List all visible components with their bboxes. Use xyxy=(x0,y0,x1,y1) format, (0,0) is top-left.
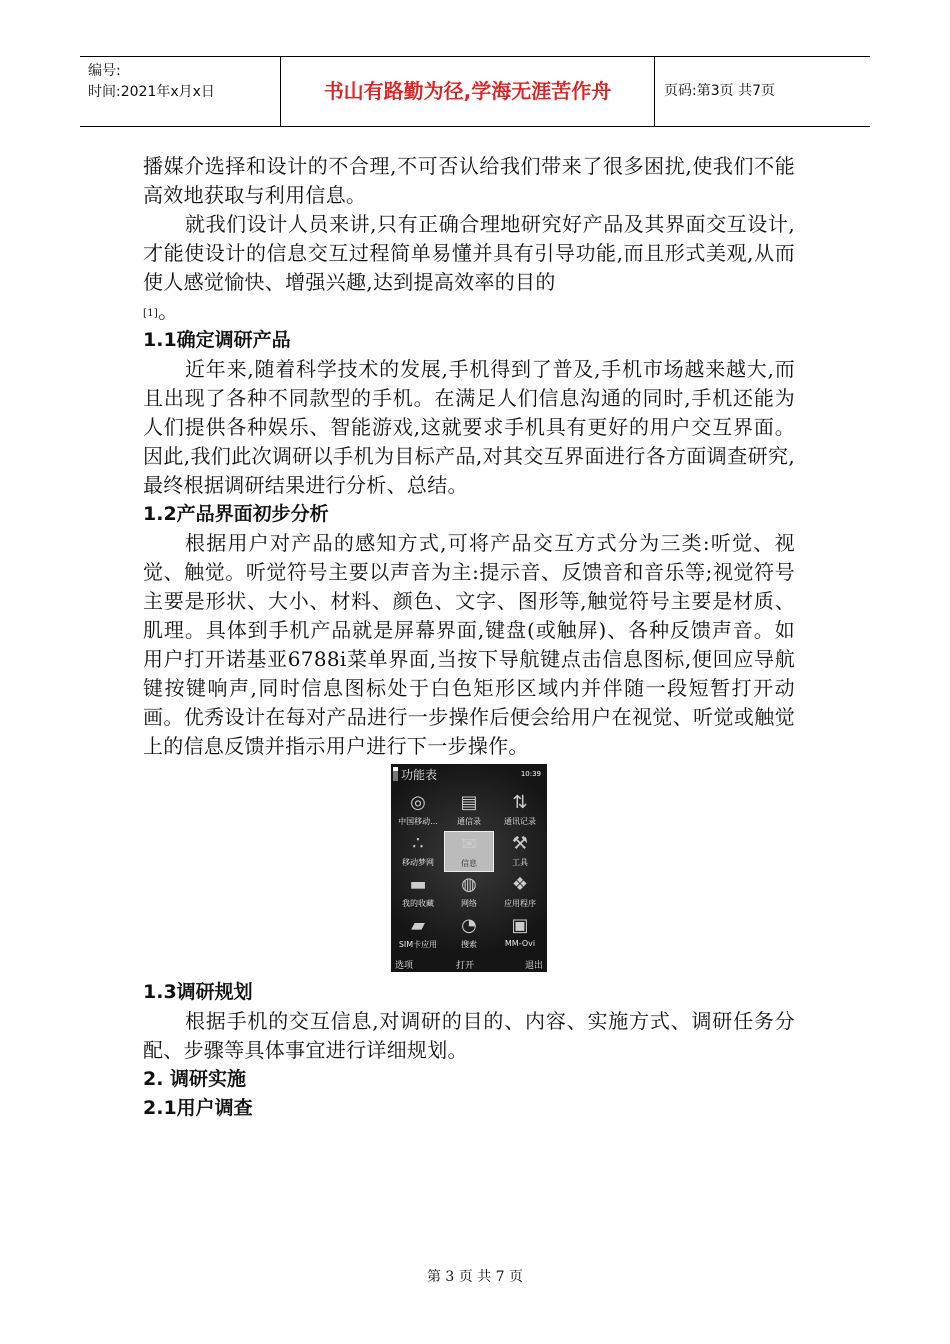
softkey-options: 选项 xyxy=(395,961,414,971)
phone-softkeys xyxy=(391,958,547,972)
apps-icon: ❖ xyxy=(511,873,529,895)
header-left-cell xyxy=(80,57,281,126)
phone-menu-item xyxy=(495,913,545,954)
softkey-open: 打开 xyxy=(456,961,475,971)
phone-menu-item xyxy=(393,913,443,954)
china-mobile-icon: ◎ xyxy=(410,791,426,813)
paragraph-5: 根据手机的交互信息,对调研的目的、内容、实施方式、调研任务分配、步骤等具体事宜进行详细规划。 xyxy=(143,1009,795,1062)
phone-menu-item-label: 应用程序 xyxy=(504,899,536,908)
phone-status-bar xyxy=(391,764,547,784)
heading-1-2: 1.2产品界面初步分析 xyxy=(143,503,329,525)
phone-clock: 10:39 xyxy=(520,770,541,778)
tools-icon: ⚒ xyxy=(511,832,529,854)
phone-menu-item-label: 信息 xyxy=(461,859,477,868)
phone-menu-item-label: 搜索 xyxy=(461,940,477,949)
phone-menu-item xyxy=(393,790,443,831)
phone-menu-item-label: SIM卡应用 xyxy=(398,940,438,949)
heading-1-3: 1.3调研规划 xyxy=(143,981,253,1003)
page-footer: 第 3 页 共 7 页 xyxy=(426,1269,524,1285)
phone-menu-item-label: 我的收藏 xyxy=(402,899,434,908)
sim-icon: ▰ xyxy=(411,914,425,936)
mm-ovi-icon: ▣ xyxy=(511,914,529,936)
heading-2-1: 2.1用户调查 xyxy=(143,1097,253,1119)
monternet-icon: ∴ xyxy=(412,832,424,854)
heading-2: 2. 调研实施 xyxy=(143,1068,247,1090)
phone-menu-title: 功能表 xyxy=(401,768,438,782)
phone-menu-item xyxy=(444,790,494,831)
phone-menu-grid xyxy=(393,790,545,954)
phone-menu-item xyxy=(444,913,494,954)
phone-menu-item xyxy=(495,790,545,831)
paragraph-1: 播媒介选择和设计的不合理,不可否认给我们带来了很多困扰,使我们不能高效地获取与利用信息。 xyxy=(143,154,795,207)
phone-menu-item xyxy=(444,872,494,913)
phone-menu-item-label: 工具 xyxy=(512,858,528,867)
paragraph-2-text: 就我们设计人员来讲,只有正确合理地研究好产品及其界面交互设计,才能使设计的信息交互过程简单易懂并具有引导功能,而且形式美观,从而使人感觉愉快、增强兴趣,达到提高效率的目的 xyxy=(143,212,795,294)
paragraph-4: 根据用户对产品的感知方式,可将产品交互方式分为三类:听觉、视觉、触觉。听觉符号主要以声音为主:提示音、反馈音和音乐等;视觉符号主要是形状、大小、材料、颜色、文字、图形等,触觉符号主要是材质、肌理。具体到手机产品就是屏幕界面,键盘(或触屏)、各种反馈声音。如用户打开诺基亚6788i菜单界面,当按下导航键点击信息图标,便回应导航键按键响声,同时信息图标处于白色矩形区域内并伴随一段短暂打开动画。优秀设计在每对产品进行一步操作后便会给用户在视觉、听觉或触觉上的信息反馈并指示用户进行下一步操作。 xyxy=(143,531,795,758)
motto: 书山有路勤为径,学海无涯苦作舟 xyxy=(281,57,655,126)
contacts-icon: ▤ xyxy=(460,791,478,813)
phone-menu-item xyxy=(495,831,545,872)
page-info: 页码:第3页 共7页 xyxy=(664,83,775,99)
phone-menu-item-label: 网络 xyxy=(461,899,477,908)
time-label: 时间:2021年x月x日 xyxy=(88,84,215,100)
search-icon: ◔ xyxy=(461,914,477,936)
signal-icon xyxy=(393,767,398,781)
phone-menu-item-label: 中国移动... xyxy=(398,817,438,826)
phone-menu-item xyxy=(495,872,545,913)
number-label: 编号: xyxy=(88,63,121,79)
call-log-icon: ⇅ xyxy=(512,791,528,813)
phone-menu-item xyxy=(393,872,443,913)
document-body xyxy=(143,152,795,1123)
phone-menu-item-label: MM-Ovi xyxy=(504,939,536,948)
phone-menu-item xyxy=(393,831,443,872)
web-icon: ◍ xyxy=(461,873,477,895)
paragraph-3: 近年来,随着科学技术的发展,手机得到了普及,手机市场越来越大,而且出现了各种不同款型的手机。在满足人们信息沟通的同时,手机还能为人们提供各种娱乐、智能游戏,这就要求手机具有更好的用户交互界面。因此,我们此次调研以手机为目标产品,对其交互界面进行各方面调查研究,最终根据调研结果进行分析、总结。 xyxy=(143,357,795,497)
softkey-exit: 退出 xyxy=(524,961,543,971)
phone-menu-item-label: 通信录 xyxy=(457,817,481,826)
heading-1-1: 1.1确定调研产品 xyxy=(143,329,291,351)
phone-menu-screenshot xyxy=(391,764,547,972)
header-table xyxy=(80,56,870,127)
citation-ref: [1] xyxy=(143,308,159,319)
paragraph-2 xyxy=(143,210,795,326)
folder-icon: ▬ xyxy=(409,873,427,895)
phone-menu-item xyxy=(444,831,494,872)
phone-menu-item-label: 移动梦网 xyxy=(402,858,434,867)
phone-menu-item-label: 通讯记录 xyxy=(504,817,536,826)
message-icon: ✉ xyxy=(461,833,477,855)
paragraph-2-end: 。 xyxy=(158,299,179,323)
